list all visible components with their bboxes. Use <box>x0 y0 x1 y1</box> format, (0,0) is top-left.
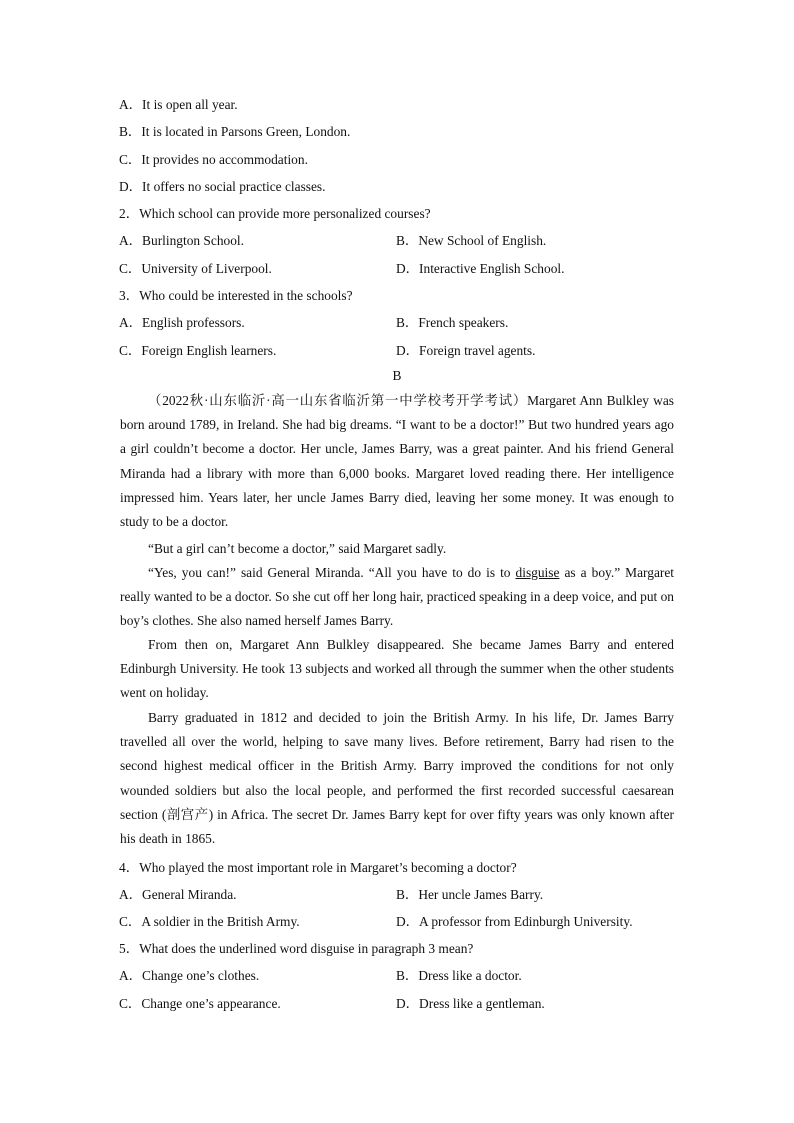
paragraph-3-text-before: “Yes, you can!” said General Miranda. “All you have to do is to <box>148 565 516 580</box>
q5-option-a: A．Change one’s clothes. <box>119 968 260 983</box>
q3-option-c: C．Foreign English learners. <box>119 343 277 358</box>
q5-stem: 5．What does the underlined word disguise in paragraph 3 mean? <box>119 941 474 956</box>
section-label: B <box>392 368 402 383</box>
q3-option-b: B．French speakers. <box>396 315 509 330</box>
q1-option-b: B．It is located in Parsons Green, London. <box>119 124 351 139</box>
q4-option-c: C．A soldier in the British Army. <box>119 914 300 929</box>
q3-stem: 3．Who could be interested in the schools? <box>119 288 353 303</box>
passage-paragraph-4: From then on, Margaret Ann Bulkley disappeared. She became James Barry and entered Edinburgh University. He took 13 subjects and worked all through the summer when the other students went on holiday. <box>120 637 674 701</box>
q2-option-b: B．New School of English. <box>396 233 547 248</box>
q4-stem: 4．Who played the most important role in Margaret’s becoming a doctor? <box>119 860 517 875</box>
q1-option-d: D．It offers no social practice classes. <box>119 179 326 194</box>
q4-option-b: B．Her uncle James Barry. <box>396 887 544 902</box>
passage-paragraph-2: “But a girl can’t become a doctor,” said Margaret sadly. <box>148 541 447 556</box>
q3-option-d: D．Foreign travel agents. <box>396 343 536 358</box>
q3-option-a: A．English professors. <box>119 315 245 330</box>
q4-option-d: D．A professor from Edinburgh University. <box>396 914 633 929</box>
passage-paragraph-1: （2022秋·山东临沂·高一山东省临沂第一中学校考开学考试）Margaret Ann Bulkley was born around 1789, in Ireland. She had big dreams. “I want to be a doctor!” But two hundred years ago a girl couldn’t become a doctor. Her uncle, James Barry, was a great painter. And his friend General Miranda had a library with more than 6,000 books. Margaret loved reading there. Her intelligence impressed him. Years later, her uncle James Barry died, leaving her some money. It was enough to study to be a doctor. <box>120 393 674 530</box>
q2-stem: 2．Which school can provide more personalized courses? <box>119 206 431 221</box>
passage-paragraph-3 <box>120 561 674 634</box>
q1-option-c: C．It provides no accommodation. <box>119 152 308 167</box>
q4-option-a: A．General Miranda. <box>119 887 237 902</box>
underlined-word-disguise: disguise <box>515 565 560 580</box>
passage-paragraph-5: Barry graduated in 1812 and decided to join the British Army. In his life, Dr. James Barry travelled all over the world, helping to save many lives. Before retirement, Barry had risen to the second highest medical officer in the British Army. Barry improved the conditions for not only wounded soldiers but also the local people, and performed the first recorded successful caesarean section (剖宫产) in Africa. The secret Dr. James Barry kept for over fifty years was only known after his death in 1865. <box>120 710 674 847</box>
q2-option-d: D．Interactive English School. <box>396 261 565 276</box>
q5-option-c: C．Change one’s appearance. <box>119 996 281 1011</box>
q1-option-a: A．It is open all year. <box>119 97 238 112</box>
paragraph-3-text-after: as a boy.” Margaret really wanted to be a doctor. So she cut off her long hair, practiced speaking in a deep voice, and put on boy’s clothes. She also named herself James Barry. <box>120 565 675 629</box>
q5-option-b: B．Dress like a doctor. <box>396 968 522 983</box>
q5-option-d: D．Dress like a gentleman. <box>396 996 545 1011</box>
q2-option-a: A．Burlington School. <box>119 233 244 248</box>
q2-option-c: C．University of Liverpool. <box>119 261 272 276</box>
